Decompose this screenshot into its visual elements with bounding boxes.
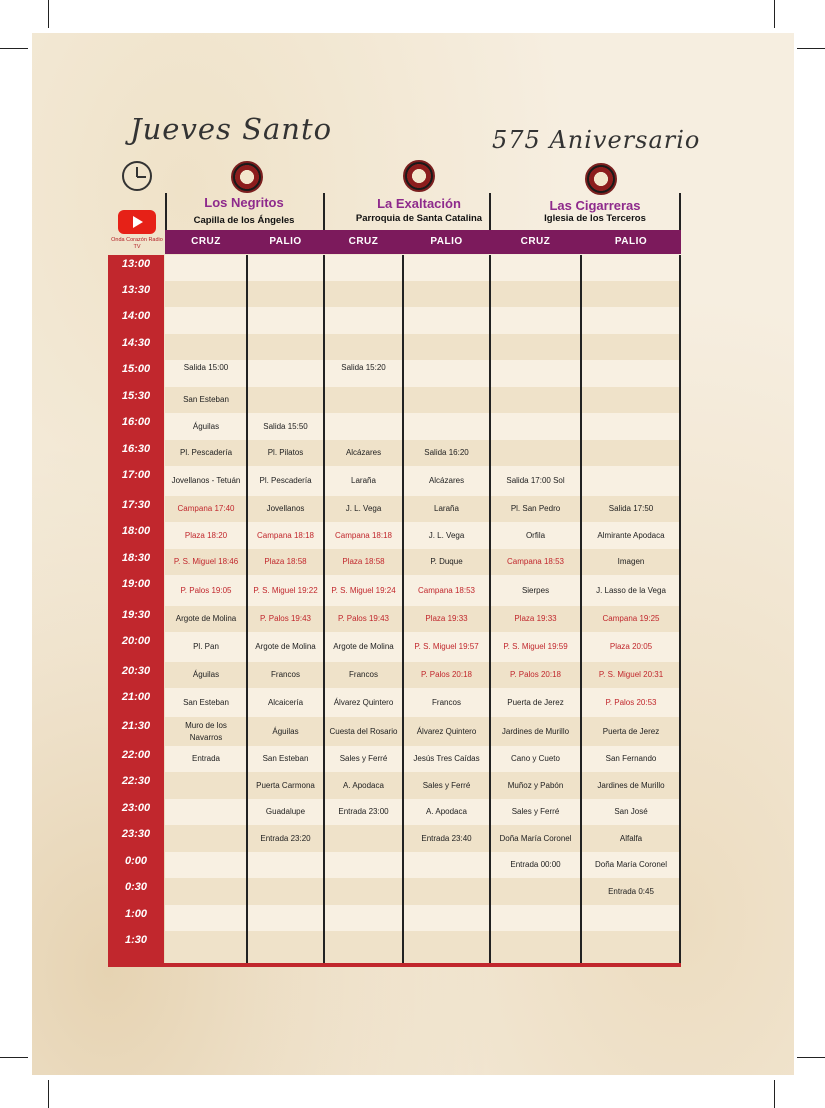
- table-cell: Campana 18:18: [257, 530, 314, 540]
- table-cell: Águilas: [272, 726, 299, 736]
- table-cell: Águilas: [192, 421, 220, 431]
- time-label: 20:00: [121, 635, 151, 647]
- section-divider: [679, 193, 681, 230]
- table-cell: Doña María Coronel: [594, 860, 668, 869]
- column-divider: [489, 255, 491, 966]
- time-label: 16:30: [121, 443, 151, 455]
- table-cell: Argote de Molina: [255, 642, 316, 651]
- anniversary-title: 575 Aniversario: [492, 126, 701, 154]
- table-cell: A. Apodaca: [343, 780, 384, 790]
- table-cell: Francos: [432, 697, 461, 707]
- time-label: 0:30: [124, 881, 148, 893]
- table-row: [165, 255, 681, 281]
- table-cell: P. Palos 20:18: [420, 670, 472, 679]
- time-label: 18:00: [121, 525, 151, 537]
- table-cell: Salida 16:20: [424, 448, 469, 457]
- table-cell: Sales y Ferré: [339, 754, 388, 763]
- table-cell: Sierpes: [521, 585, 550, 595]
- table-cell: Entrada 23:20: [260, 833, 311, 843]
- table-row: [165, 905, 681, 931]
- crop-mark: [797, 48, 825, 49]
- time-label: 14:00: [121, 310, 151, 322]
- crop-mark: [0, 1057, 28, 1058]
- table-cell: Salida 15:20: [341, 362, 386, 372]
- table-cell: Entrada: [191, 754, 221, 763]
- page-title: Jueves Santo: [130, 112, 333, 146]
- table-cell: Pl. Pilatos: [267, 448, 304, 457]
- table-cell: Alfalfa: [619, 833, 643, 843]
- table-cell: San Esteban: [183, 697, 229, 707]
- table-cell: Argote de Molina: [175, 614, 237, 623]
- table-cell: P. Duque: [430, 557, 463, 566]
- table-cell: San Fernando: [605, 754, 657, 763]
- table-cell: Plaza 18:58: [342, 557, 385, 566]
- col-header-cruz: CRUZ: [165, 230, 247, 254]
- table-cell: Campana 18:53: [418, 585, 475, 595]
- youtube-label: Onda Corazón Radio TV: [111, 237, 163, 250]
- table-cell: Jardines de Murillo: [501, 726, 570, 736]
- time-label: 16:00: [121, 416, 151, 428]
- table-cell: Cano y Cueto: [511, 754, 560, 763]
- section-divider: [165, 193, 167, 230]
- clock-icon: [122, 161, 152, 191]
- table-cell: Salida 17:00 Sol: [506, 476, 565, 485]
- table-cell: P. Palos 20:53: [605, 697, 657, 707]
- column-divider: [679, 255, 681, 966]
- table-cell: Pl. Pescadería: [259, 476, 312, 485]
- time-label: 17:30: [121, 499, 151, 511]
- table-cell: Jardines de Murillo: [597, 780, 665, 790]
- table-cell: San Esteban: [183, 395, 229, 404]
- table-cell: Doña María Coronel: [499, 833, 572, 843]
- table-cell: J. L. Vega: [345, 504, 382, 513]
- time-label: 1:30: [124, 934, 148, 946]
- table-cell: Campana 17:40: [177, 504, 235, 513]
- table-cell: Plaza 20:05: [609, 642, 653, 651]
- table-cell: Plaza 18:58: [264, 557, 307, 566]
- table-cell: Guadalupe: [265, 807, 306, 816]
- table-cell: Álvarez Quintero: [333, 697, 394, 707]
- time-label: 22:30: [121, 775, 151, 787]
- table-cell: Salida 15:50: [263, 421, 308, 431]
- time-label: 23:30: [121, 828, 151, 840]
- table-cell: Almirante Apodaca: [597, 530, 665, 540]
- table-cell: Campana 18:53: [507, 557, 564, 566]
- column-divider: [580, 255, 582, 966]
- youtube-icon[interactable]: [118, 210, 156, 234]
- time-label: 18:30: [121, 552, 151, 564]
- brotherhood-name: Los Negritos: [204, 195, 284, 210]
- time-label: 21:30: [121, 720, 151, 732]
- col-header-cruz: CRUZ: [324, 230, 403, 254]
- table-cell: Salida 15:00: [183, 362, 229, 372]
- table-cell: Salida 17:50: [608, 504, 654, 513]
- table-cell: J. L. Vega: [428, 530, 465, 540]
- table-cell: Pl. Pescadería: [179, 448, 233, 457]
- time-label: 14:30: [121, 337, 151, 349]
- time-label: 19:30: [121, 609, 151, 621]
- time-label: 22:00: [121, 749, 151, 761]
- table-cell: P. S. Miguel 19:57: [414, 642, 479, 651]
- brotherhood-church: Parroquia de Santa Catalina: [355, 213, 483, 224]
- time-label: 15:30: [121, 390, 151, 402]
- table-cell: Campana 18:18: [335, 530, 392, 540]
- crop-mark: [0, 48, 28, 49]
- table-cell: Pl. Pan: [193, 642, 219, 651]
- table-row: [165, 307, 681, 334]
- time-label: 0:00: [124, 855, 148, 867]
- time-label: 21:00: [121, 691, 151, 703]
- table-cell: Alcaicería: [267, 697, 304, 707]
- table-row: [165, 931, 681, 963]
- table-cell: Muñoz y Pabón: [507, 780, 564, 790]
- table-cell: Plaza 19:33: [425, 614, 468, 623]
- table-cell: P. S. Miguel 19:22: [253, 585, 318, 595]
- table-cell: San José: [614, 807, 648, 816]
- table-cell: Francos: [271, 670, 300, 679]
- time-label: 13:00: [121, 258, 151, 270]
- table-cell: P. Palos 20:18: [509, 670, 561, 679]
- table-cell: Puerta Carmona: [256, 780, 315, 790]
- brotherhood-name: Las Cigarreras: [549, 198, 641, 213]
- column-divider: [323, 255, 325, 966]
- table-cell: Imagen: [617, 557, 645, 566]
- brotherhood-name: La Exaltación: [377, 196, 461, 211]
- table-cell: San Esteban: [262, 754, 309, 763]
- crop-mark: [48, 1080, 49, 1108]
- table-bottom-border: [108, 963, 681, 967]
- table-cell: Plaza 19:33: [514, 614, 557, 623]
- table-cell: P. Palos 19:43: [337, 614, 389, 623]
- table-cell: Laraña: [434, 504, 459, 513]
- brotherhood-church: Iglesia de los Terceros: [544, 213, 646, 224]
- crop-mark: [774, 0, 775, 28]
- table-cell: J. Lasso de la Vega: [596, 585, 666, 595]
- table-cell: Plaza 18:20: [184, 530, 228, 540]
- table-cell: Entrada 00:00: [510, 860, 561, 869]
- column-divider: [246, 255, 248, 966]
- table-cell: Sales y Ferré: [422, 780, 471, 790]
- section-divider: [323, 193, 325, 230]
- table-cell: A. Apodaca: [426, 807, 467, 816]
- col-header-palio: PALIO: [247, 230, 324, 254]
- table-cell: Orfila: [525, 530, 546, 540]
- table-cell: P. S. Miguel 19:24: [331, 585, 396, 595]
- table-cell: Jovellanos - Tetuán: [171, 476, 241, 485]
- crop-mark: [797, 1057, 825, 1058]
- table-cell: Pl. San Pedro: [510, 504, 561, 513]
- table-cell: Alcázares: [345, 448, 382, 457]
- table-cell: Entrada 23:40: [421, 833, 472, 843]
- table-row: [165, 281, 681, 307]
- crop-mark: [774, 1080, 775, 1108]
- time-label: 1:00: [124, 908, 148, 920]
- table-cell: Águilas: [192, 670, 220, 679]
- table-cell: Cuesta del Rosario: [329, 726, 398, 736]
- table-cell: Puerta de Jerez: [602, 726, 660, 736]
- cigarreras-crest-icon: [585, 163, 617, 195]
- exaltacion-crest-icon: [403, 160, 435, 192]
- brotherhood-church: Capilla de los Ángeles: [193, 215, 295, 226]
- time-label: 17:00: [121, 469, 151, 481]
- table-cell: Entrada 23:00: [338, 807, 389, 816]
- table-cell: Álvarez Quintero: [416, 726, 477, 736]
- table-cell: Campana 19:25: [602, 614, 660, 623]
- table-cell: Laraña: [351, 476, 376, 485]
- time-label: 23:00: [121, 802, 151, 814]
- negritos-crest-icon: [231, 161, 263, 193]
- table-cell: Alcázares: [428, 476, 465, 485]
- time-label: 20:30: [121, 665, 151, 677]
- time-label: 19:00: [121, 578, 151, 590]
- table-cell: Jovellanos: [266, 504, 305, 513]
- table-cell: P. S. Miguel 18:46: [173, 557, 239, 566]
- col-header-cruz: CRUZ: [490, 230, 581, 254]
- table-cell: Francos: [349, 670, 378, 679]
- table-cell: Sales y Ferré: [511, 807, 560, 816]
- table-cell: Entrada 0:45: [608, 886, 654, 896]
- crop-mark: [48, 0, 49, 28]
- table-cell: P. S. Miguel 19:59: [503, 642, 568, 651]
- section-divider: [489, 193, 491, 230]
- col-header-palio: PALIO: [403, 230, 490, 254]
- table-cell: P. Palos 19:43: [259, 614, 311, 623]
- time-label: 15:00: [121, 363, 151, 375]
- table-cell: Argote de Molina: [333, 642, 394, 651]
- col-header-palio: PALIO: [581, 230, 681, 254]
- table-cell: P. S. Miguel 20:31: [598, 670, 664, 679]
- table-cell: Jesús Tres Caídas: [413, 754, 480, 763]
- table-cell: Puerta de Jerez: [507, 697, 564, 707]
- table-cell: P. Palos 19:05: [180, 585, 232, 595]
- table-cell: Muro de los Navarros: [185, 720, 227, 742]
- column-divider: [402, 255, 404, 966]
- time-label: 13:30: [121, 284, 151, 296]
